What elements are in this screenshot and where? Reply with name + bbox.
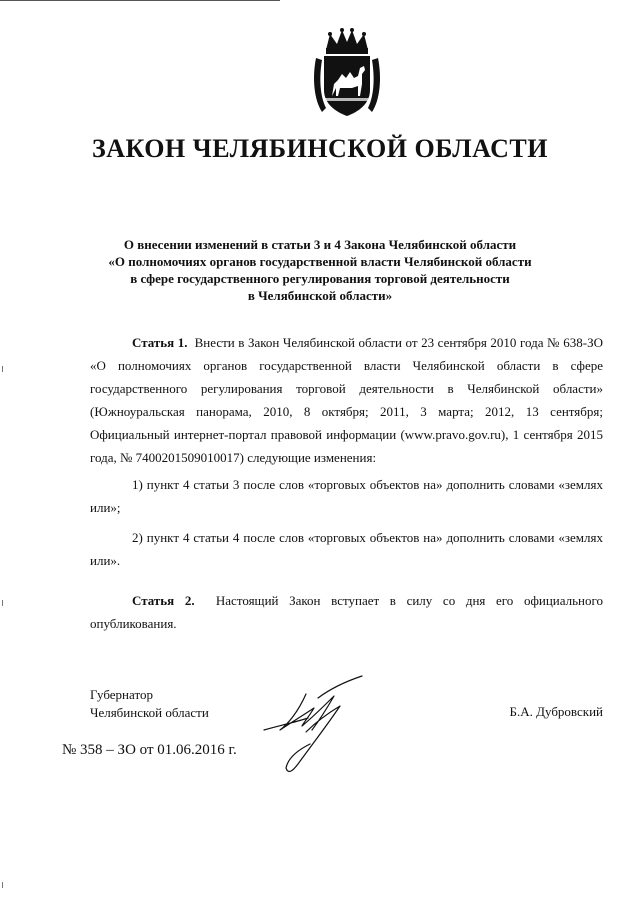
article-1-text: Внести в Закон Челябинской области от 23 сентября 2010 года № 638-ЗО «О полномочиях органов государственной власти Челябинской области в сфере государственного регулирования торговой деятельности в Челябинской области» (Южноуральская панорама, 2010, 8 октября; 2011, 3 марта; 2012, 13 сентября; Официальный интернет-портал правовой информации (www.pravo.gov.ru), 1 сентября 2015 года, № 7400201509010017) следующие изменения:	[90, 335, 604, 465]
change-item-2	[90, 526, 603, 572]
subject-line: О внесении изменений в статьи 3 и 4 Закона Челябинской области	[123, 237, 517, 252]
article-1	[90, 331, 603, 469]
article-2	[90, 589, 603, 635]
change-item-1-text: 1) пункт 4 статьи 3 после слов «торговых объектов на» дополнить словами «землях или»;	[90, 477, 603, 515]
governor-name: Б.А. Дубровский	[509, 704, 603, 719]
article-2-paragraph	[90, 589, 603, 635]
coat-of-arms-icon	[312, 28, 382, 120]
change-item-1	[90, 473, 603, 519]
subject-line: в Челябинской области»	[247, 288, 393, 303]
governor-title	[90, 686, 209, 722]
governor-region-line: Челябинской области	[90, 705, 209, 720]
scan-artifact-mark	[2, 366, 3, 372]
governor-position-line: Губернатор	[90, 687, 153, 702]
scan-artifact-mark	[2, 600, 3, 606]
law-number-date: № 358 – ЗО от 01.06.2016 г.	[62, 742, 237, 758]
law-title: ЗАКОН ЧЕЛЯБИНСКОЙ ОБЛАСТИ	[92, 134, 548, 163]
article-1-label: Статья 1.	[132, 335, 188, 350]
article-2-label: Статья 2.	[132, 593, 195, 608]
article-1-paragraph	[90, 331, 603, 469]
subject-line: «О полномочиях органов государственной власти Челябинской области	[108, 254, 532, 269]
scan-artifact-mark	[2, 882, 3, 888]
subject-line: в сфере государственного регулирования торговой деятельности	[130, 271, 510, 286]
handwritten-signature	[258, 672, 368, 777]
scan-artifact-line	[0, 0, 280, 1]
law-subject	[90, 236, 550, 304]
change-item-2-text: 2) пункт 4 статьи 4 после слов «торговых объектов на» дополнить словами «землях или».	[90, 530, 603, 568]
article-2-text: Настоящий Закон вступает в силу со дня его официального опубликования.	[90, 593, 604, 631]
